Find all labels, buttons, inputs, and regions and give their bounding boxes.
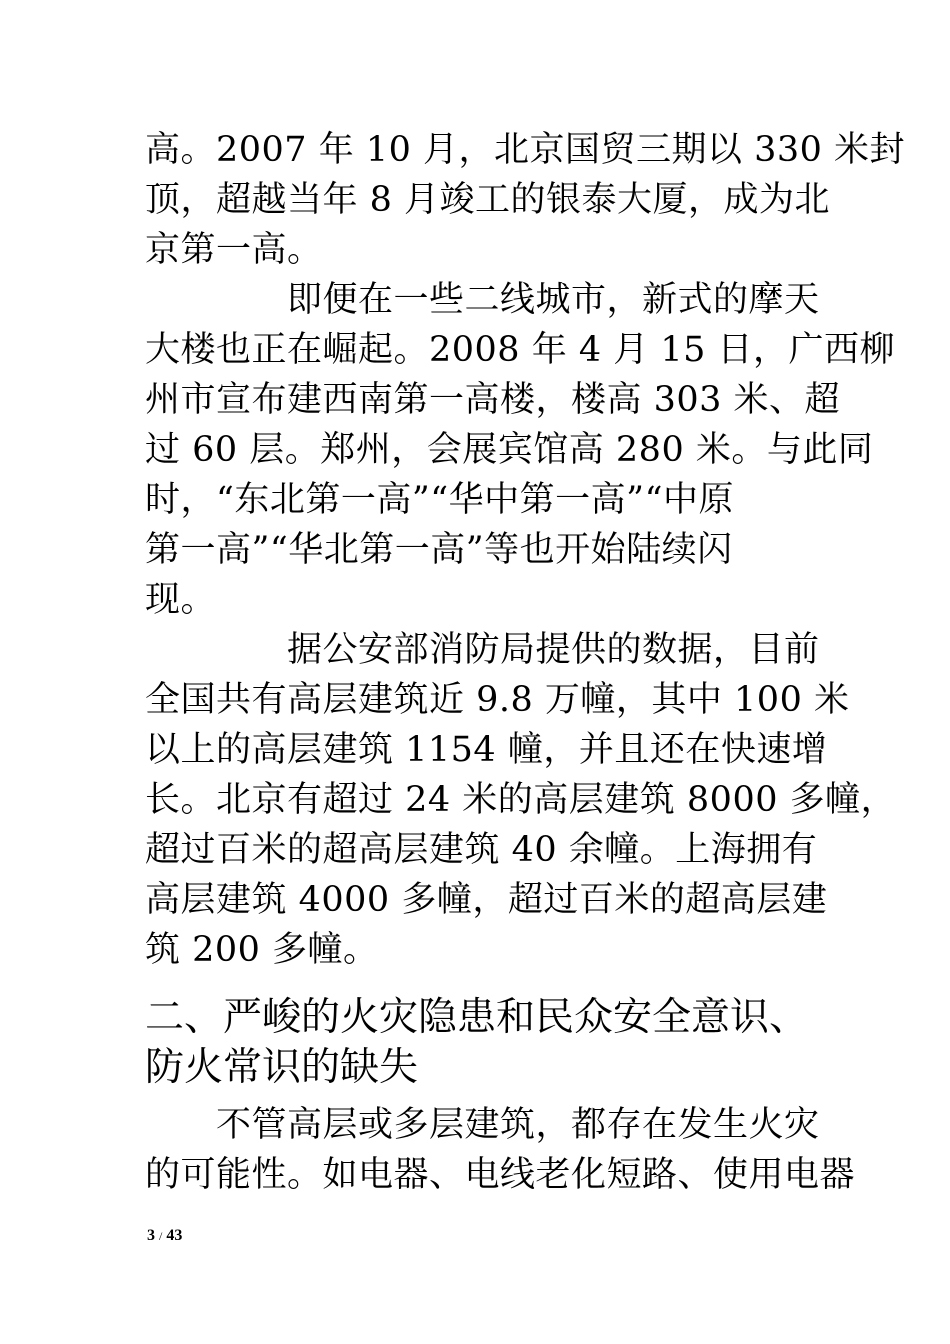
section-heading-line: 二、严峻的火灾隐患和民众安全意识、 <box>145 995 809 1040</box>
body-text-line: 长。北京有超过 24 米的高层建筑 8000 多幢， <box>145 780 897 820</box>
body-text-line: 以上的高层建筑 1154 幢，并且还在快速增 <box>145 730 828 770</box>
body-text-line: 据公安部消防局提供的数据，目前 <box>145 630 820 670</box>
page-separator: / <box>159 1229 163 1243</box>
body-text-line: 过 60 层。郑州，会展宾馆高 280 米。与此同 <box>145 430 874 470</box>
page-current: 3 <box>147 1227 155 1244</box>
body-text-line: 超过百米的超高层建筑 40 余幢。上海拥有 <box>145 830 818 870</box>
page-number <box>147 1226 182 1246</box>
body-text-line: 京第一高。 <box>145 230 323 270</box>
body-text-line: 大楼也正在崛起。2008 年 4 月 15 日，广西柳 <box>145 330 896 370</box>
page-total: 43 <box>166 1227 183 1244</box>
body-text-line: 顶，超越当年 8 月竣工的银泰大厦，成为北 <box>145 180 831 220</box>
body-text-line: 不管高层或多层建筑，都存在发生火灾 <box>145 1105 820 1145</box>
body-text-line: 时，“东北第一高”“华中第一高”“中原 <box>145 480 734 520</box>
section-heading-line: 防火常识的缺失 <box>145 1045 419 1090</box>
body-text-line: 高。2007 年 10 月，北京国贸三期以 330 米封 <box>145 130 906 170</box>
body-text-line: 的可能性。如电器、电线老化短路、使用电器 <box>145 1155 856 1195</box>
body-text-line: 即便在一些二线城市，新式的摩天 <box>145 280 820 320</box>
body-text-line: 高层建筑 4000 多幢，超过百米的超高层建 <box>145 880 828 920</box>
body-text-line: 全国共有高层建筑近 9.8 万幢，其中 100 米 <box>145 680 850 720</box>
body-text-line: 第一高”“华北第一高”等也开始陆续闪 <box>145 530 733 570</box>
body-text-line: 州市宣布建西南第一高楼，楼高 303 米、超 <box>145 380 841 420</box>
body-text-line: 现。 <box>145 580 217 620</box>
body-text-line: 筑 200 多幢。 <box>145 930 379 970</box>
